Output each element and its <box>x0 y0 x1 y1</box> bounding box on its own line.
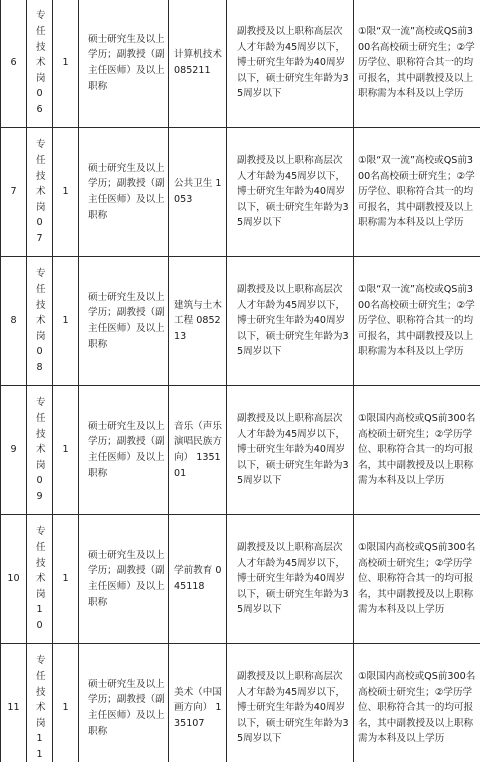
hiring-count: 1 <box>53 0 79 128</box>
table-row <box>1 128 480 257</box>
age-requirement: 副教授及以上职称高层次人才年龄为45周岁以下，博士研究生年龄为40周岁以下，硕士研究生年龄为35周岁以下 <box>227 257 354 386</box>
other-requirements: ①限国内高校或QS前300名高校硕士研究生；②学历学位、职称符合其一的均可报名，其中副教授及以上职称需为本科及以上学历 <box>354 644 480 762</box>
position-name: 专任技术岗07 <box>27 128 53 257</box>
table-row <box>1 386 480 515</box>
row-number: 10 <box>1 515 27 644</box>
education-requirement: 硕士研究生及以上学历；副教授（副主任医师）及以上职称 <box>79 128 169 257</box>
age-requirement: 副教授及以上职称高层次人才年龄为45周岁以下，博士研究生年龄为40周岁以下，硕士研究生年龄为35周岁以下 <box>227 515 354 644</box>
other-requirements: ①限国内高校或QS前300名高校硕士研究生；②学历学位、职称符合其一的均可报名，其中副教授及以上职称需为本科及以上学历 <box>354 386 480 515</box>
education-requirement: 硕士研究生及以上学历；副教授（副主任医师）及以上职称 <box>79 257 169 386</box>
other-requirements: ①限国内高校或QS前300名高校硕士研究生；②学历学位、职称符合其一的均可报名，其中副教授及以上职称需为本科及以上学历 <box>354 515 480 644</box>
major-requirement: 建筑与土木工程 085213 <box>169 257 227 386</box>
education-requirement: 硕士研究生及以上学历；副教授（副主任医师）及以上职称 <box>79 515 169 644</box>
education-requirement: 硕士研究生及以上学历；副教授（副主任医师）及以上职称 <box>79 644 169 762</box>
hiring-count: 1 <box>53 257 79 386</box>
age-requirement: 副教授及以上职称高层次人才年龄为45周岁以下，博士研究生年龄为40周岁以下，硕士研究生年龄为35周岁以下 <box>227 386 354 515</box>
position-name: 专任技术岗11 <box>27 644 53 762</box>
hiring-count: 1 <box>53 128 79 257</box>
row-number: 8 <box>1 257 27 386</box>
hiring-count: 1 <box>53 515 79 644</box>
major-requirement: 公共卫生 1053 <box>169 128 227 257</box>
other-requirements: ①限“双一流”高校或QS前300名高校硕士研究生；②学历学位、职称符合其一的均可报名，其中副教授及以上职称需为本科及以上学历 <box>354 257 480 386</box>
other-requirements: ①限“双一流”高校或QS前300名高校硕士研究生；②学历学位、职称符合其一的均可报名，其中副教授及以上职称需为本科及以上学历 <box>354 0 480 128</box>
position-name: 专任技术岗10 <box>27 515 53 644</box>
education-requirement: 硕士研究生及以上学历；副教授（副主任医师）及以上职称 <box>79 0 169 128</box>
education-requirement: 硕士研究生及以上学历；副教授（副主任医师）及以上职称 <box>79 386 169 515</box>
row-number: 6 <box>1 0 27 128</box>
table-row <box>1 0 480 128</box>
major-requirement: 计算机技术 085211 <box>169 0 227 128</box>
major-requirement: 美术（中国画方向） 135107 <box>169 644 227 762</box>
table-row <box>1 257 480 386</box>
table-row <box>1 515 480 644</box>
position-name: 专任技术岗09 <box>27 386 53 515</box>
table-row <box>1 644 480 762</box>
position-name: 专任技术岗08 <box>27 257 53 386</box>
hiring-count: 1 <box>53 644 79 762</box>
hiring-count: 1 <box>53 386 79 515</box>
age-requirement: 副教授及以上职称高层次人才年龄为45周岁以下，博士研究生年龄为40周岁以下，硕士研究生年龄为35周岁以下 <box>227 0 354 128</box>
position-name: 专任技术岗06 <box>27 0 53 128</box>
age-requirement: 副教授及以上职称高层次人才年龄为45周岁以下，博士研究生年龄为40周岁以下，硕士研究生年龄为35周岁以下 <box>227 128 354 257</box>
major-requirement: 音乐（声乐演唱民族方向） 135101 <box>169 386 227 515</box>
row-number: 11 <box>1 644 27 762</box>
major-requirement: 学前教育 045118 <box>169 515 227 644</box>
row-number: 7 <box>1 128 27 257</box>
other-requirements: ①限“双一流”高校或QS前300名高校硕士研究生；②学历学位、职称符合其一的均可报名，其中副教授及以上职称需为本科及以上学历 <box>354 128 480 257</box>
age-requirement: 副教授及以上职称高层次人才年龄为45周岁以下，博士研究生年龄为40周岁以下，硕士研究生年龄为35周岁以下 <box>227 644 354 762</box>
row-number: 9 <box>1 386 27 515</box>
